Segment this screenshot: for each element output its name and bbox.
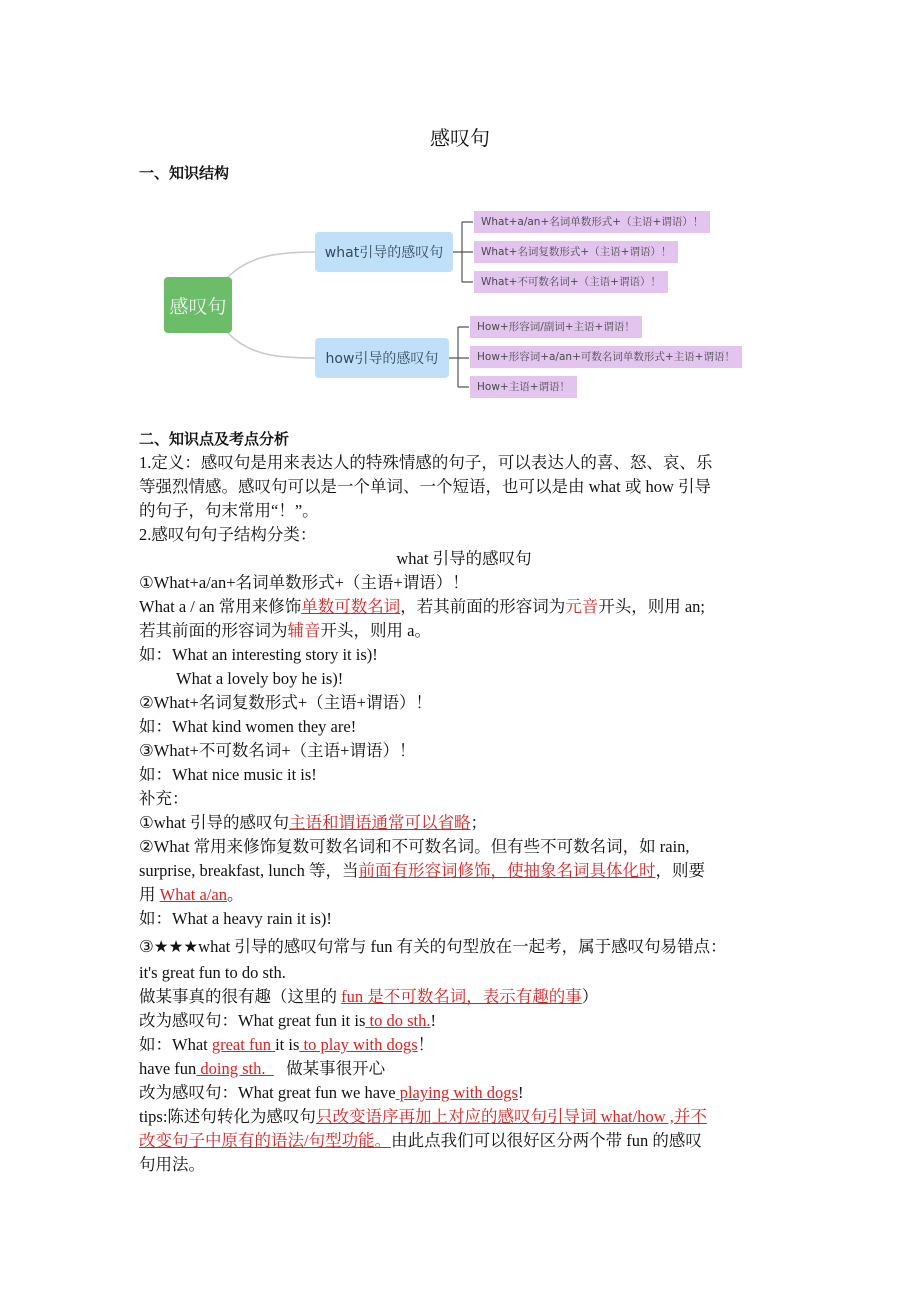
highlight-text: 元音 bbox=[565, 597, 599, 616]
classify-heading: 2.感叹句句子结构分类： bbox=[139, 525, 317, 544]
mind-map-branch-what: what引导的感叹句 bbox=[315, 232, 453, 272]
supplement-3: ③★★★what 引导的感叹句常与 fun 有关的句型放在一起考，属于感叹句易错点： bbox=[139, 937, 727, 956]
mind-map-leaf: How+主语+谓语！ bbox=[470, 376, 577, 398]
text: 改为感叹句：What great fun we have bbox=[139, 1083, 396, 1102]
text: 。 bbox=[226, 885, 244, 904]
highlight-text: 主语和谓语通常可以省略 bbox=[289, 813, 471, 832]
mind-map-leaf: What+不可数名词+（主语+谓语）！ bbox=[474, 271, 668, 293]
text: 开头，则用 a。 bbox=[320, 621, 431, 640]
definition-line: 的句子，句末常用“！”。 bbox=[139, 501, 319, 520]
mind-map bbox=[140, 200, 780, 415]
text: 改为感叹句：What great fun it is bbox=[139, 1011, 366, 1030]
highlight-text: 前面有形容词修饰，使抽象名词具体化时 bbox=[358, 861, 656, 880]
supplement-2-line3 bbox=[139, 883, 789, 907]
highlight-text: 只改变语序再加上对应的感叹句引导词 what/how ,并不 bbox=[315, 1107, 707, 1126]
highlight-text: 辅音 bbox=[287, 621, 321, 640]
supplement-3-line5 bbox=[139, 1057, 789, 1081]
subheading-what: what 引导的感叹句 bbox=[396, 549, 532, 568]
supplement-1 bbox=[139, 811, 789, 835]
text: What a / an 常用来修饰 bbox=[139, 597, 302, 616]
supplement-label: 补充： bbox=[139, 789, 189, 808]
text: tips:陈述句转化为感叹句 bbox=[139, 1107, 316, 1126]
section-heading-structure: 一、知识结构 bbox=[139, 164, 230, 182]
mind-map-leaf: How+形容词+a/an+可数名词单数形式+主语+谓语！ bbox=[470, 346, 742, 368]
text: 如：What bbox=[139, 1035, 212, 1054]
text: 若其前面的形容词为 bbox=[139, 621, 288, 640]
example: 如：What an interesting story it is)! bbox=[139, 645, 378, 664]
mind-map-branch-how: how引导的感叹句 bbox=[315, 338, 449, 378]
text: ，则要 bbox=[655, 861, 705, 880]
text: 做某事很开心 bbox=[273, 1059, 386, 1078]
rule1-title: ①What+a/an+名词单数形式+（主语+谓语）！ bbox=[139, 573, 469, 592]
highlight-text: What a/an bbox=[159, 885, 227, 904]
example: What a lovely boy he is)! bbox=[176, 669, 344, 688]
rule2-title: ②What+名词复数形式+（主语+谓语）！ bbox=[139, 693, 432, 712]
mind-map-leaf: What+a/an+名词单数形式+（主语+谓语）！ bbox=[474, 211, 710, 233]
definition-line: 1.定义：感叹句是用来表达人的特殊情感的句子，可以表达人的喜、怒、哀、乐 bbox=[139, 453, 713, 472]
definition-line: 等强烈情感。感叹句可以是一个单词、一个短语，也可以是由 what 或 how 引导 bbox=[139, 477, 711, 496]
text: ） bbox=[581, 987, 599, 1006]
section-heading-analysis: 二、知识点及考点分析 bbox=[139, 430, 290, 448]
text: ，若其前面的形容词为 bbox=[400, 597, 566, 616]
text: 用 bbox=[139, 885, 160, 904]
tips-line2 bbox=[139, 1129, 789, 1153]
text: 由此点我们可以很好区分两个带 fun 的感叹 bbox=[391, 1131, 702, 1150]
supplement-2-line1: ②What 常用来修饰复数可数名词和不可数名词。但有些不可数名词，如 rain, bbox=[139, 837, 690, 856]
example: 如：What nice music it is! bbox=[139, 765, 317, 784]
text: ！ bbox=[417, 1035, 435, 1054]
text: surprise, breakfast, lunch 等，当 bbox=[139, 861, 359, 880]
supplement-3-line2 bbox=[139, 985, 789, 1009]
mind-map-root: 感叹句 bbox=[164, 277, 232, 333]
highlight-text: fun 是不可数名词，表示有趣的事 bbox=[341, 987, 582, 1006]
highlight-text: 改变句子中原有的语法/句型功能。 bbox=[139, 1131, 392, 1150]
rule3-title: ③What+不可数名词+（主语+谓语）！ bbox=[139, 741, 416, 760]
page-title: 感叹句 bbox=[430, 126, 490, 150]
supplement-2-line2 bbox=[139, 859, 789, 883]
highlight-text: doing sth. bbox=[196, 1059, 274, 1078]
example: 如：What kind women they are! bbox=[139, 717, 357, 736]
tips-line3: 句用法。 bbox=[139, 1155, 205, 1174]
text: ； bbox=[470, 813, 487, 832]
rule1-line2 bbox=[139, 619, 789, 643]
text: it is bbox=[275, 1035, 300, 1054]
supplement-3-line6 bbox=[139, 1081, 789, 1105]
supplement-3-line4 bbox=[139, 1033, 789, 1057]
text: ①what 引导的感叹句 bbox=[139, 813, 289, 832]
highlight-text: 单数可数名词 bbox=[301, 597, 401, 616]
supplement-3-line1: it's great fun to do sth. bbox=[139, 963, 286, 982]
example: 如：What a heavy rain it is)! bbox=[139, 909, 332, 928]
text: 做某事真的很有趣（这里的 bbox=[139, 987, 342, 1006]
tips-line1 bbox=[139, 1105, 789, 1129]
rule1-line1 bbox=[139, 595, 789, 619]
text: 开头，则用 an; bbox=[598, 597, 706, 616]
text: have fun bbox=[139, 1059, 197, 1078]
highlight-text: to play with dogs bbox=[299, 1035, 418, 1054]
highlight-text: to do sth. bbox=[365, 1011, 431, 1030]
text: ! bbox=[517, 1083, 524, 1102]
supplement-3-line3 bbox=[139, 1009, 789, 1033]
mind-map-leaf: What+名词复数形式+（主语+谓语）！ bbox=[474, 241, 678, 263]
highlight-text: playing with dogs bbox=[395, 1083, 518, 1102]
mind-map-leaf: How+形容词/副词+主语+谓语！ bbox=[470, 316, 642, 338]
highlight-text: great fun bbox=[211, 1035, 276, 1054]
text: ! bbox=[430, 1011, 436, 1030]
